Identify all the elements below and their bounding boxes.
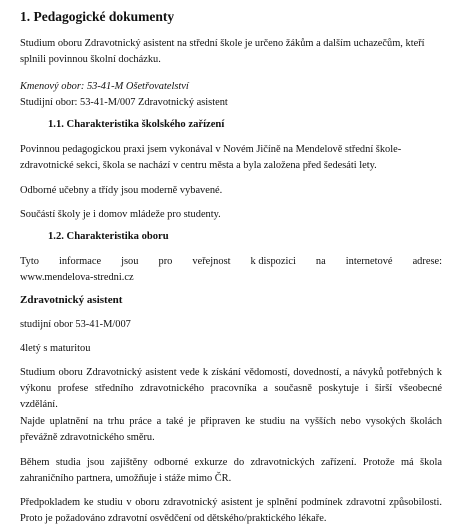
- info-word: adrese:: [412, 256, 442, 267]
- studijni-obor: Studijní obor: 53-41-M/007 Zdravotnický asistent: [20, 97, 228, 108]
- info-word: pro: [158, 256, 173, 267]
- program-length: 4letý s maturitou: [20, 343, 91, 354]
- program-paragraph-4: Předpokladem ke studiu v oboru zdravotnický asistent je splnění podmínek zdravotní způsobilosti. Proto je požadováno zdravotní osvědčení od dětského/praktického lékaře.: [20, 497, 442, 524]
- info-word: k dispozici: [250, 256, 296, 267]
- info-word: jsou: [121, 256, 139, 267]
- program-code: studijní obor 53-41-M/007: [20, 319, 131, 330]
- program-paragraph-2: Najde uplatnění na trhu práce a také je připraven ke studiu na vyšších nebo vysokých školách převážně zdravotnického směru.: [20, 416, 442, 443]
- info-word: veřejnost: [192, 256, 231, 267]
- intro-line-2: splnili povinnou školní docházku.: [20, 54, 161, 65]
- intro-line-1: Studium oboru Zdravotnický asistent na střední škole je určeno žákům a dalším uchazečům, kteří: [20, 38, 425, 49]
- kmenovy-obor: Kmenový obor: 53-41-M Ošetřovatelství: [20, 81, 189, 92]
- domov-mladeze-paragraph: Součástí školy je i domov mládeže pro studenty.: [20, 209, 221, 220]
- program-title: Zdravotnický asistent: [20, 294, 123, 306]
- website-url: www.mendelova-stredni.cz: [20, 272, 134, 283]
- subheading-1-2: 1.2. Charakteristika oboru: [48, 231, 169, 242]
- info-word: internetové: [345, 256, 393, 267]
- praxe-line-1: Povinnou pedagogickou praxi jsem vykonával v Novém Jičíně na Mendelově střední škole-: [20, 144, 402, 155]
- info-word: na: [315, 256, 326, 267]
- section-heading: 1. Pedagogické dokumenty: [20, 9, 175, 24]
- info-word: informace: [58, 256, 102, 267]
- praxe-line-2: zdravotnické sekci, škola se nachází v centru města a byla založena před šedesáti lety.: [20, 160, 377, 171]
- info-line: [20, 254, 442, 270]
- program-paragraph-1: Studium oboru Zdravotnický asistent vede k získání vědomostí, dovedností, a návyků potřebných k výkonu profese středního zdravotnického pracovníka a současně poskytuje i širší všeobecné vzdělání.: [20, 367, 442, 410]
- program-paragraph-3: Během studia jsou zajištěny odborné exkurze do zdravotnických zařízení. Protože má škola zahraničního partnera, umožňuje i stáže mimo ČR.: [20, 457, 442, 484]
- ucebny-paragraph: Odborné učebny a třídy jsou moderně vybavené.: [20, 185, 223, 196]
- subheading-1-1: 1.1. Charakteristika školského zařízení: [48, 119, 225, 130]
- info-word: Tyto: [20, 256, 39, 267]
